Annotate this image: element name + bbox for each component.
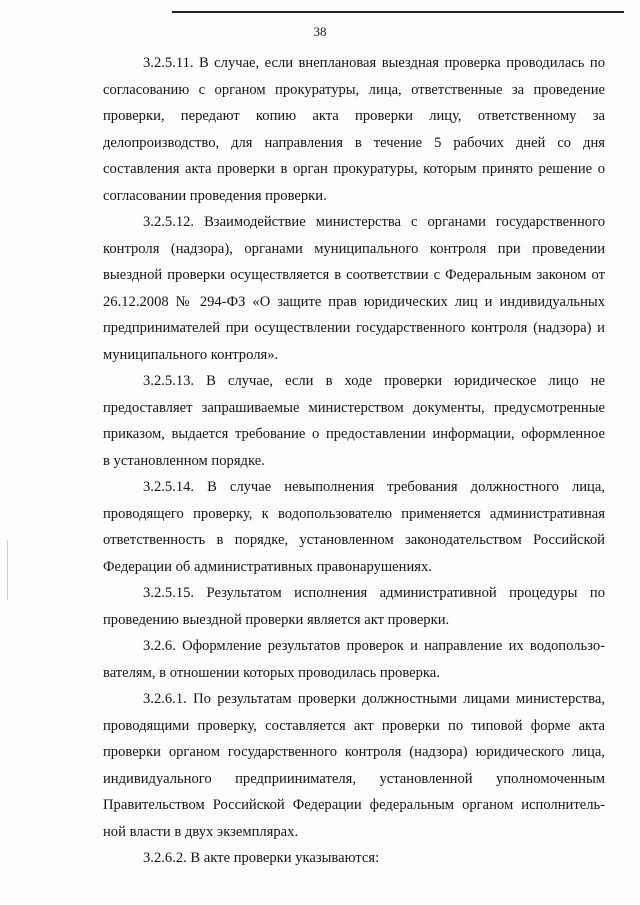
text-line: составления акта проверки в орган прокуратуры, которым принято решение о — [103, 161, 605, 177]
text-line: проводящего проверку, к водопользователю применяется административная — [103, 505, 605, 522]
text-line: в установленном порядке. — [103, 452, 265, 469]
text-line: 3.2.6.1. По результатам проверки должностными лицами министерства, — [143, 691, 605, 707]
text-line: проверки органом государственного контроля (надзора) юридического лица, — [103, 744, 605, 760]
text-line: выездной проверки осуществляется в соответствии с Федеральным законом от — [103, 267, 605, 283]
text-line: контроля (надзора), органами муниципального контроля при проведении — [103, 240, 605, 257]
body-text — [103, 50, 605, 872]
text-line: согласовании проведения проверки. — [103, 187, 327, 204]
text-line: индивидуального предприинимателя, установленной уполномоченным — [103, 770, 605, 787]
text-line: 3.2.5.13. В случае, если в ходе проверки юридическое лицо не — [143, 373, 605, 389]
text-line: проверки, передают копию акта проверки лицу, ответственному за — [103, 108, 605, 124]
scan-top-rule — [172, 11, 624, 13]
text-line: вателям, в отношении которых проводилась проверка. — [103, 664, 440, 681]
text-line: 3.2.6.2. В акте проверки указываются: — [143, 850, 380, 866]
scan-margin-mark — [7, 540, 8, 600]
text-line: делопроизводство, для направления в течение 5 рабочих дней со дня — [103, 134, 605, 151]
text-line: 3.2.6. Оформление результатов проверок и направление их водопользо- — [143, 638, 605, 654]
text-line: согласованию с органом прокуратуры, лица, ответственные за проведение — [103, 81, 605, 98]
text-line: ной власти в двух экземплярах. — [103, 823, 299, 840]
text-line: предоставляет запрашиваемые министерством документы, предусмотренные — [103, 399, 605, 416]
page-number: 38 — [313, 24, 327, 39]
text-line: проводящими проверку, составляется акт проверки по типовой форме акта — [103, 717, 605, 734]
text-line: муниципального контроля». — [103, 346, 279, 363]
text-line: 26.12.2008 № 294-ФЗ «О защите прав юридических лиц и индивидуальных — [103, 293, 605, 310]
text-line: Правительством Российской Федерации федеральным органом исполнитель- — [103, 797, 605, 813]
text-line: предпринимателей при осуществлении государственного контроля (надзора) и — [103, 320, 605, 336]
text-line: 3.2.5.11. В случае, если внеплановая выездная проверка проводилась по — [143, 55, 605, 71]
text-line: Федерации об административных правонарушениях. — [103, 558, 432, 575]
text-line: 3.2.5.15. Результатом исполнения административной процедуры по — [143, 585, 605, 601]
text-line: 3.2.5.12. Взаимодействие министерства с органами государственного — [143, 214, 605, 230]
text-line: ответственность в порядке, установленном законодательством Российской — [103, 532, 605, 548]
text-line: 3.2.5.14. В случае невыполнения требования должностного лица, — [143, 479, 605, 495]
text-line: приказом, выдается требование о предоставлении информации, оформленное — [103, 426, 605, 442]
text-line: проведению выездной проверки является акт проверки. — [103, 611, 450, 628]
